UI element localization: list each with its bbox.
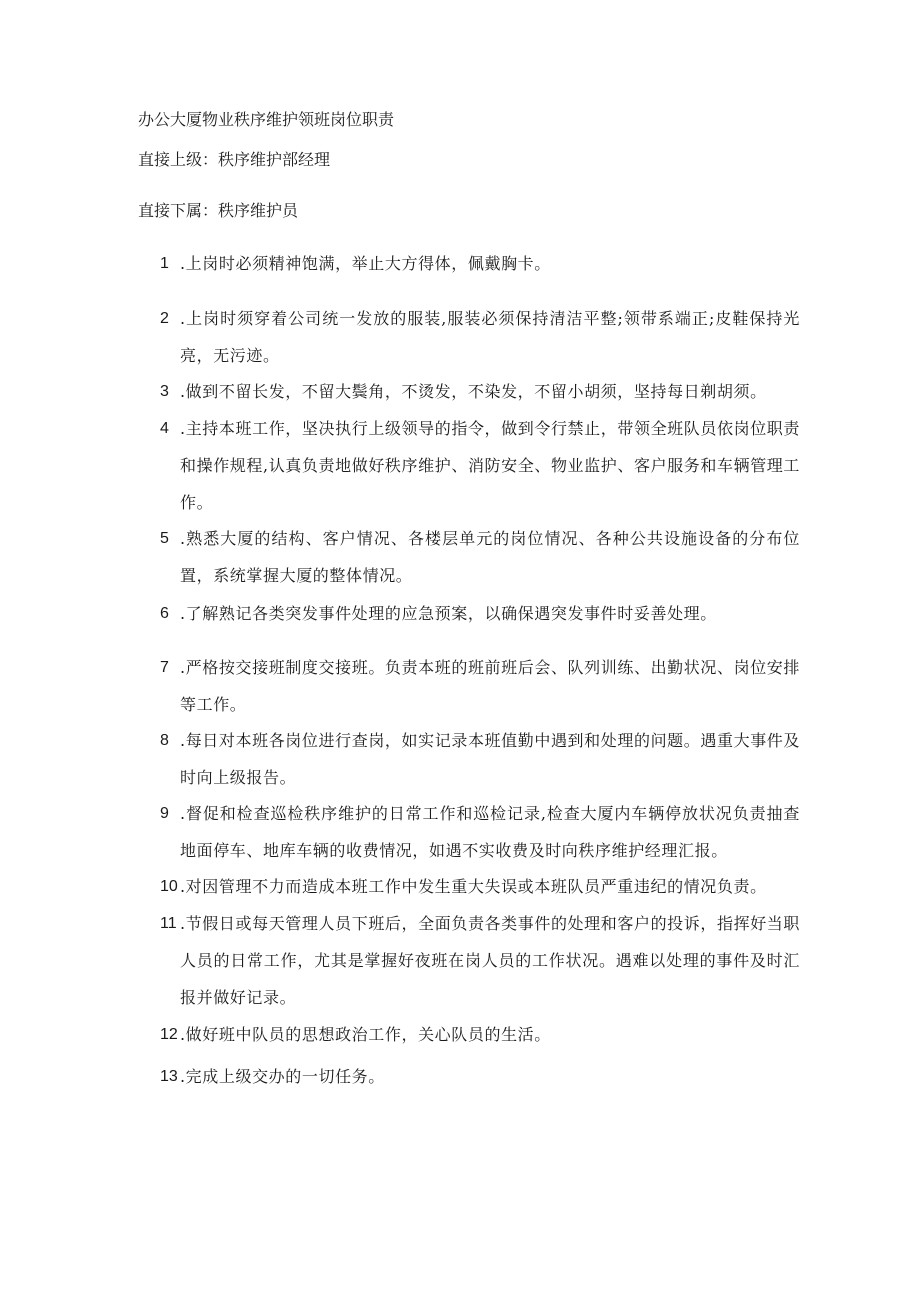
direct-superior: 直接上级：秩序维护部经理 (138, 150, 331, 169)
item-number: 7 (160, 659, 169, 676)
item-text: .上岗时必须精神饱满，举止大方得体，佩戴胸卡。 (180, 254, 551, 273)
item-text: .每日对本班各岗位进行查岗，如实记录本班值勤中遇到和处理的问题。遇重大事件及时向上级报告。 (180, 731, 800, 787)
duty-item-2 (160, 300, 800, 374)
item-number: 11 (160, 915, 177, 932)
direct-subordinate: 直接下属：秩序维护员 (138, 201, 299, 220)
duty-item-4 (160, 410, 800, 521)
item-number: 1 (160, 255, 169, 272)
duty-item-11 (160, 905, 800, 1016)
item-number: 3 (160, 383, 169, 400)
duty-item-8 (160, 722, 800, 796)
item-number: 13 (160, 1068, 178, 1085)
duty-item-5 (160, 520, 800, 594)
duty-item-3 (160, 373, 800, 410)
item-text: .完成上级交办的一切任务。 (180, 1067, 385, 1086)
document-title: 办公大厦物业秩序维护领班岗位职责 (138, 110, 395, 129)
item-number: 10 (160, 878, 178, 895)
duty-item-7 (160, 649, 800, 723)
duty-item-6 (160, 595, 800, 632)
item-text: .对因管理不力而造成本班工作中发生重大失误或本班队员严重违纪的情况负责。 (180, 877, 767, 896)
item-number: 6 (160, 605, 169, 622)
item-text: .节假日或每天管理人员下班后，全面负责各类事件的处理和客户的投诉，指挥好当职人员的日常工作，尤其是掌握好夜班在岗人员的工作状况。遇难以处理的事件及时汇报并做好记录。 (180, 914, 800, 1007)
duty-item-1 (160, 245, 800, 282)
duty-item-10 (160, 868, 800, 905)
item-number: 2 (160, 310, 169, 327)
item-text: .督促和检查巡检秩序维护的日常工作和巡检记录,检查大厦内车辆停放状况负责抽查地面停车、地库车辆的收费情况，如遇不实收费及时向秩序维护经理汇报。 (180, 804, 800, 860)
item-text: .做好班中队员的思想政治工作，关心队员的生活。 (180, 1025, 551, 1044)
item-number: 8 (160, 732, 169, 749)
duty-item-9 (160, 795, 800, 869)
item-number: 5 (160, 530, 169, 547)
item-text: .主持本班工作，坚决执行上级领导的指令，做到令行禁止，带领全班队员依岗位职责和操作规程,认真负责地做好秩序维护、消防安全、物业监护、客户服务和车辆管理工作。 (180, 419, 800, 512)
item-number: 9 (160, 805, 169, 822)
item-text: .做到不留长发，不留大鬓角，不烫发，不染发，不留小胡须，坚持每日剃胡须。 (180, 382, 767, 401)
item-number: 12 (160, 1026, 178, 1043)
item-text: .上岗时须穿着公司统一发放的服装,服装必须保持清洁平整;领带系端正;皮鞋保持光亮，无污迹。 (180, 309, 800, 365)
item-text: .严格按交接班制度交接班。负责本班的班前班后会、队列训练、出勤状况、岗位安排等工作。 (180, 658, 800, 714)
duty-item-12 (160, 1016, 800, 1053)
duty-item-13 (160, 1058, 800, 1095)
item-text: .熟悉大厦的结构、客户情况、各楼层单元的岗位情况、各种公共设施设备的分布位置，系统掌握大厦的整体情况。 (180, 529, 800, 585)
item-number: 4 (160, 420, 169, 437)
item-text: .了解熟记各类突发事件处理的应急预案，以确保遇突发事件时妥善处理。 (180, 604, 717, 623)
